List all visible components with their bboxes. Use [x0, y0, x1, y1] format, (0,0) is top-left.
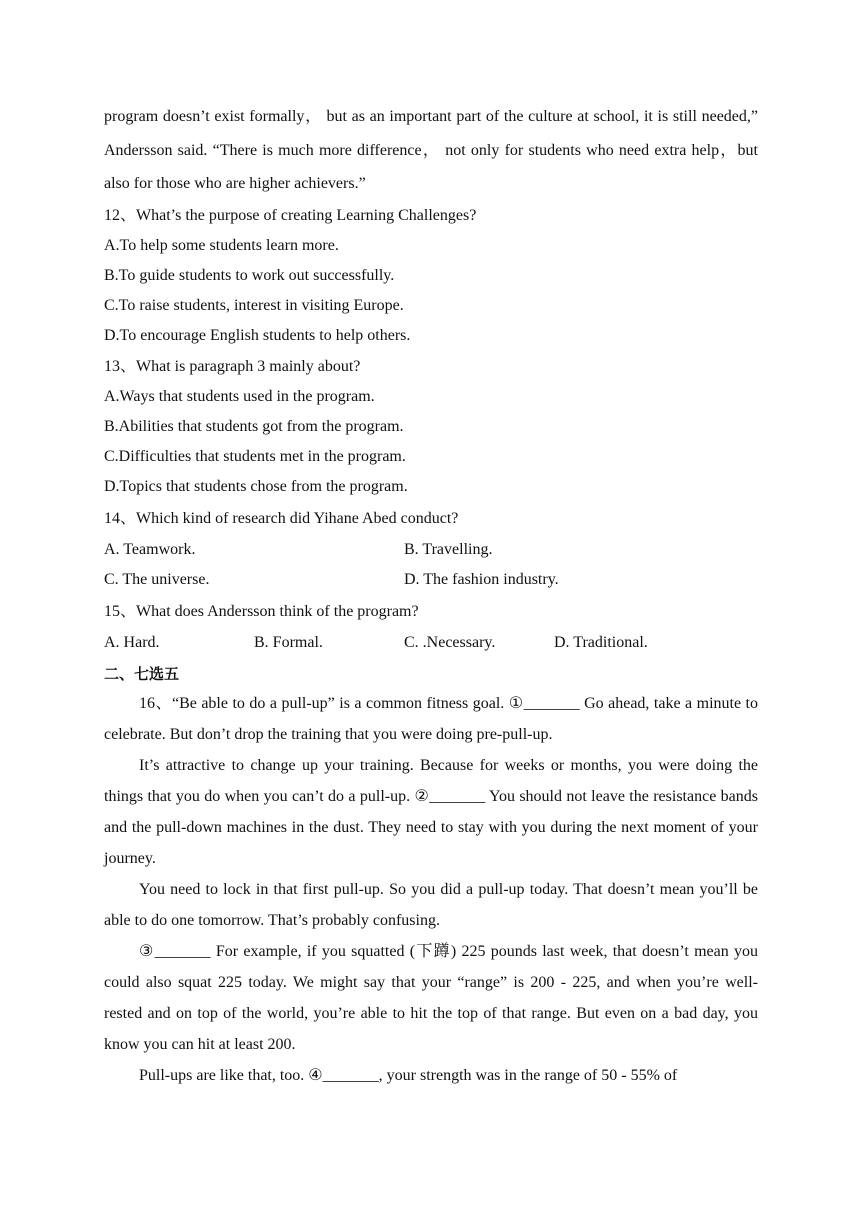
question-12 [104, 201, 758, 351]
option-b: B. Travelling. [404, 540, 493, 558]
option-c: C. The universe. [104, 570, 210, 588]
option-a: A. Teamwork. [104, 540, 196, 558]
option-d: D. Traditional. [554, 633, 648, 651]
passage-paragraph: You need to lock in that first pull-up. So you did a pull-up today. That doesn’t mean you’ll be able to do one tomorrow. That’s probably confusing. [104, 880, 758, 929]
option-b: B.To guide students to work out successfully. [104, 266, 395, 284]
question-13 [104, 352, 758, 502]
question-stem: 13、What is paragraph 3 mainly about? [104, 357, 361, 375]
option-b: B.Abilities that students got from the program. [104, 417, 404, 435]
section-heading: 二、七选五 [104, 664, 180, 683]
passage-paragraph: ③_______ For example, if you squatted (下蹲) 225 pounds last week, that doesn’t mean you could also squat 225 today. We might say that your “range” is 200 - 225, and when you’re well- rested and on top of the world, you’re able to hit the top of that range. But even on a bad day, you know you can hit at least 200. [104, 942, 758, 1053]
option-a: A.Ways that students used in the program. [104, 387, 375, 405]
option-d: D.Topics that students chose from the program. [104, 477, 408, 495]
question-stem: 15、What does Andersson think of the program? [104, 602, 419, 620]
option-c: C.To raise students, interest in visiting Europe. [104, 296, 404, 314]
question-15 [104, 596, 758, 658]
passage-paragraph: It’s attractive to change up your training. Because for weeks or months, you were doing the things that you do when you can’t do a pull-up. ②_______ You should not leave the resistance bands and the pull-down machines in the dust. They need to stay with you during the next moment of your journey. [104, 756, 758, 867]
passage-paragraph: Pull-ups are like that, too. ④_______, your strength was in the range of 50 - 55% of [139, 1066, 678, 1084]
document-content [104, 100, 758, 1091]
question-stem: 12、What’s the purpose of creating Learning Challenges? [104, 206, 477, 224]
option-d: D. The fashion industry. [404, 570, 559, 588]
option-a: A.To help some students learn more. [104, 236, 339, 254]
option-c: C. .Necessary. [404, 633, 496, 651]
passage-paragraph: 16、“Be able to do a pull-up” is a common fitness goal. ①_______ Go ahead, take a minute to celebrate. But don’t drop the training that you were doing pre-pull-up. [104, 694, 758, 743]
option-a: A. Hard. [104, 633, 160, 651]
option-d: D.To encourage English students to help others. [104, 326, 411, 344]
option-row [104, 565, 758, 595]
question-stem: 14、Which kind of research did Yihane Abed conduct? [104, 509, 459, 527]
intro-paragraph: program doesn’t exist formally， but as an important part of the culture at school, it is still needed,” Andersson said. “There is much more difference， not only for students who need extra help，but also for those who are higher achievers.” [104, 108, 758, 192]
option-c: C.Difficulties that students met in the program. [104, 447, 406, 465]
option-row [104, 628, 758, 658]
option-row [104, 535, 758, 565]
option-b: B. Formal. [254, 633, 323, 651]
question-14 [104, 503, 758, 595]
